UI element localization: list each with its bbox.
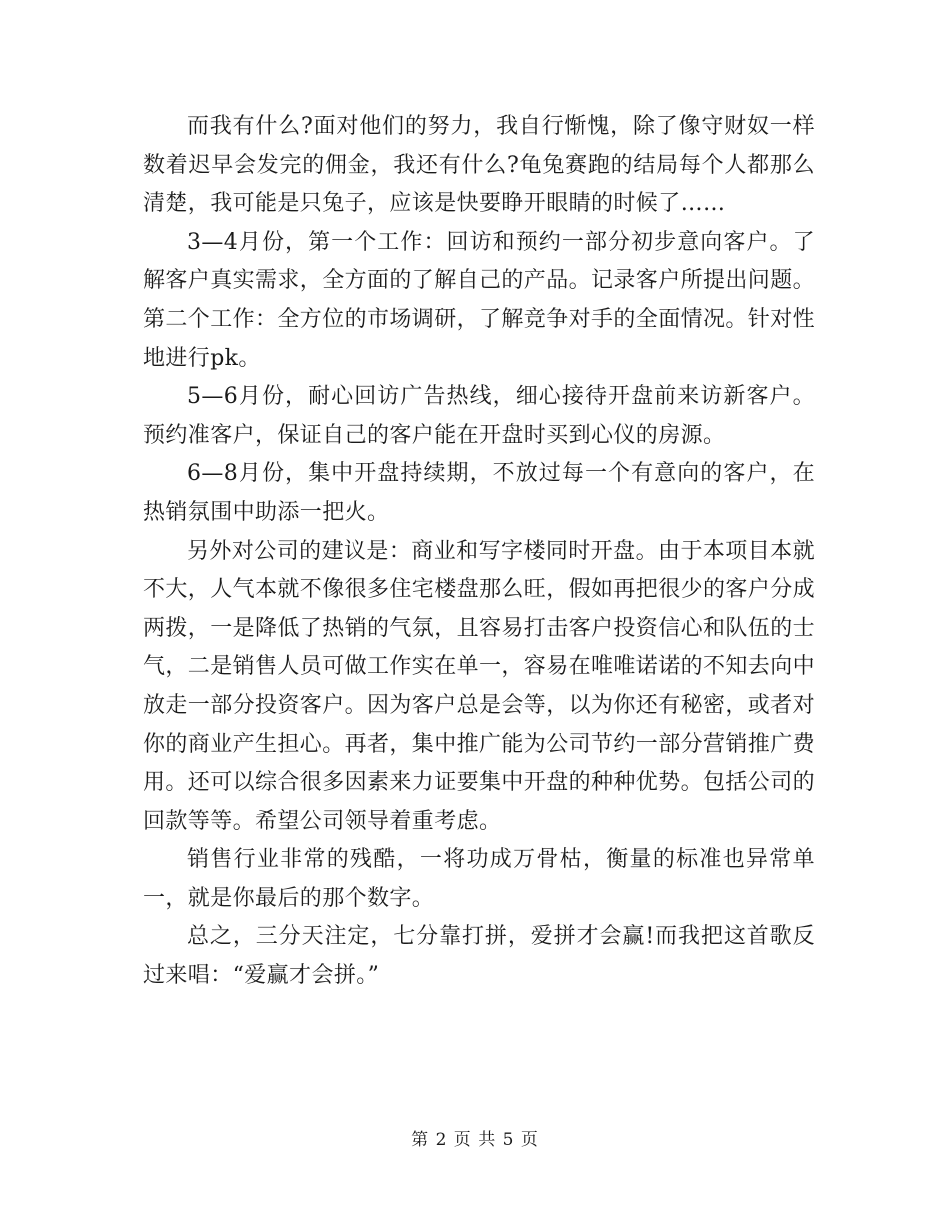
paragraph-7: 总之，三分天注定，七分靠打拼，爱拼才会赢!而我把这首歌反过来唱：“爱赢才会拼。”: [143, 924, 815, 989]
paragraph-1: 而我有什么?面对他们的努力，我自行惭愧，除了像守财奴一样数着迟早会发完的佣金，我还有什么?龟兔赛跑的结局每个人都那么清楚，我可能是只兔子，应该是快要睁开眼睛的时候了……: [143, 114, 815, 217]
paragraph-3: 5—6月份，耐心回访广告热线，细心接待开盘前来访新客户。预约准客户，保证自己的客户能在开盘时买到心仪的房源。: [143, 384, 815, 448]
paragraph-5: 另外对公司的建议是：商业和写字楼同时开盘。由于本项目本就不大，人气本就不像很多住宅楼盘那么旺，假如再把很少的客户分成两拨，一是降低了热销的气氛，且容易打击客户投资信心和队伍的士气，二是销售人员可做工作实在单一，容易在唯唯诺诺的不知去向中放走一部分投资客户。因为客户总是会等，以为你还有秘密，或者对你的商业产生担心。再者，集中推广能为公司节约一部分营销推广费用。还可以综合很多因素来力证要集中开盘的种种优势。包括公司的回款等等。希望公司领导着重考虑。: [143, 538, 816, 834]
page-number-footer: 第 2 页 共 5 页: [411, 1130, 539, 1150]
paragraph-4: 6—8月份，集中开盘持续期，不放过每一个有意向的客户，在热销氛围中助添一把火。: [143, 461, 815, 525]
document-body: [143, 108, 815, 996]
paragraph-6: 销售行业非常的残酷，一将功成万骨枯，衡量的标准也异常单一，就是你最后的那个数字。: [143, 847, 815, 911]
paragraph-2: 3—4月份，第一个工作：回访和预约一部分初步意向客户。了解客户真实需求，全方面的了解自己的产品。记录客户所提出问题。第二个工作：全方位的市场调研，了解竞争对手的全面情况。针对性地进行pk。: [143, 229, 816, 371]
